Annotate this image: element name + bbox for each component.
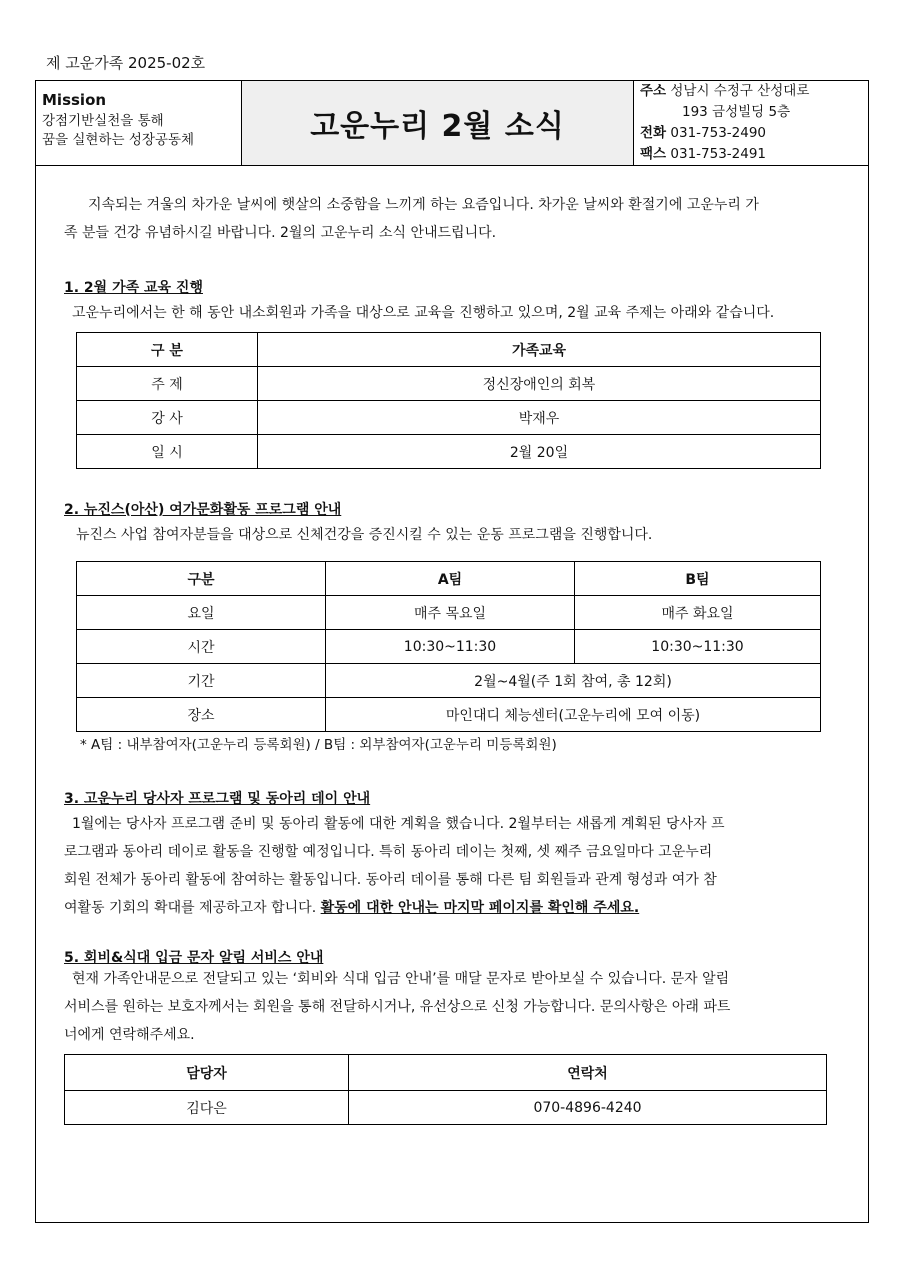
team-b-day: 매주 화요일 xyxy=(575,596,821,630)
team-a-time: 10:30~11:30 xyxy=(326,630,575,664)
section5-line-2: 서비스를 원하는 보호자께서는 회원을 통해 전달하시거나, 유선상으로 신청 가능합니다. 문의사항은 아래 파트 xyxy=(64,999,731,1015)
table-row xyxy=(77,435,821,469)
table-row xyxy=(77,401,821,435)
section5-heading: 5. 회비&식대 입금 문자 알림 서비스 안내 xyxy=(64,950,324,966)
table-header: 연락처 xyxy=(349,1055,827,1091)
section2-description: 뉴진스 사업 참여자분들을 대상으로 신체건강을 증진시킬 수 있는 운동 프로그램을 진행합니다. xyxy=(76,527,653,543)
intro-line-1: 지속되는 겨울의 차가운 날씨에 햇살의 소중함을 느끼게 하는 요즘입니다. 차가운 날씨와 환절기에 고운누리 가 xyxy=(88,197,759,213)
address-label: 주소 xyxy=(640,83,667,99)
title-box xyxy=(242,81,634,165)
mission-line-2: 꿈을 실현하는 성장공동체 xyxy=(42,132,195,148)
team-note: * A팀 : 내부참여자(고운누리 등록회원) / B팀 : 외부참여자(고운누리 미등록회원) xyxy=(80,737,557,753)
family-education-table xyxy=(76,332,821,469)
section3-line-4-text: 여활동 기회의 확대를 제공하고자 합니다. xyxy=(64,900,317,916)
phone-number: 031-753-2490 xyxy=(670,125,767,141)
section3-emphasis: 활동에 대한 안내는 마지막 페이지를 확인해 주세요. xyxy=(320,900,640,916)
newsletter-frame xyxy=(35,80,869,1223)
program-place: 마인대디 체능센터(고운누리에 모여 이동) xyxy=(326,698,821,732)
section2-heading: 2. 뉴진스(아산) 여가문화활동 프로그램 안내 xyxy=(64,502,342,518)
section1-heading: 1. 2월 가족 교육 진행 xyxy=(64,280,203,296)
contact-info xyxy=(640,81,868,165)
table-header: 담당자 xyxy=(65,1055,349,1091)
row-value: 박재우 xyxy=(258,401,821,435)
newsletter-title: 고운누리 2월 소식 xyxy=(310,109,565,144)
section3-heading: 3. 고운누리 당사자 프로그램 및 동아리 데이 안내 xyxy=(64,791,371,807)
program-table xyxy=(76,561,821,732)
fax-label: 팩스 xyxy=(640,146,667,162)
table-header: A팀 xyxy=(326,562,575,596)
intro-paragraph xyxy=(64,191,842,247)
row-label: 기간 xyxy=(77,664,326,698)
program-period: 2월~4월(주 1회 참여, 총 12회) xyxy=(326,664,821,698)
section5-line-3: 너에게 연락해주세요. xyxy=(64,1027,195,1043)
table-row xyxy=(77,664,821,698)
table-header: B팀 xyxy=(575,562,821,596)
row-label: 주 제 xyxy=(77,367,258,401)
table-row xyxy=(77,596,821,630)
section5-paragraph xyxy=(64,965,842,1049)
address-line-1: 성남시 수정구 산성대로 xyxy=(670,83,810,99)
table-row xyxy=(77,698,821,732)
mission-title: Mission xyxy=(42,91,107,109)
table-row xyxy=(77,630,821,664)
section3-line-2: 로그램과 동아리 데이로 활동을 진행할 예정입니다. 특히 동아리 데이는 첫째, 셋 째주 금요일마다 고운누리 xyxy=(64,844,713,860)
table-header: 구 분 xyxy=(77,333,258,367)
phone-label: 전화 xyxy=(640,125,667,141)
section3-line-1: 1월에는 당사자 프로그램 준비 및 동아리 활동에 대한 계획을 했습니다. 2월부터는 새롭게 계획된 당사자 프 xyxy=(72,816,725,832)
table-header: 가족교육 xyxy=(258,333,821,367)
intro-line-2: 족 분들 건강 유념하시길 바랍니다. 2월의 고운누리 소식 안내드립니다. xyxy=(64,225,497,241)
fax-number: 031-753-2491 xyxy=(670,146,767,162)
row-value: 2월 20일 xyxy=(258,435,821,469)
row-label: 요일 xyxy=(77,596,326,630)
section3-line-4 xyxy=(64,894,842,922)
row-label: 장소 xyxy=(77,698,326,732)
contact-table xyxy=(64,1054,827,1125)
contact-person: 김다은 xyxy=(65,1091,349,1125)
section1-description: 고운누리에서는 한 해 동안 내소회원과 가족을 대상으로 교육을 진행하고 있으며, 2월 교육 주제는 아래와 같습니다. xyxy=(72,305,775,321)
table-row xyxy=(65,1091,827,1125)
mission-box xyxy=(36,81,242,165)
row-value: 정신장애인의 회복 xyxy=(258,367,821,401)
contact-number: 070-4896-4240 xyxy=(349,1091,827,1125)
section3-paragraph xyxy=(64,810,842,922)
newsletter-header xyxy=(36,81,868,166)
team-a-day: 매주 목요일 xyxy=(326,596,575,630)
table-row xyxy=(77,367,821,401)
row-label: 일 시 xyxy=(77,435,258,469)
section3-line-3: 회원 전체가 동아리 활동에 참여하는 활동입니다. 동아리 데이를 통해 다른 팀 회원들과 관계 형성과 여가 참 xyxy=(64,872,717,888)
address-line-2: 193 금성빌딩 5층 xyxy=(682,104,791,120)
row-label: 시간 xyxy=(77,630,326,664)
table-header: 구분 xyxy=(77,562,326,596)
mission-line-1: 강점기반실천을 통해 xyxy=(42,113,164,129)
team-b-time: 10:30~11:30 xyxy=(575,630,821,664)
row-label: 강 사 xyxy=(77,401,258,435)
issue-number: 제 고운가족 2025-02호 xyxy=(46,54,206,72)
section5-line-1: 현재 가족안내문으로 전달되고 있는 ‘회비와 식대 입금 안내’를 매달 문자로 받아보실 수 있습니다. 문자 알림 xyxy=(72,971,730,987)
